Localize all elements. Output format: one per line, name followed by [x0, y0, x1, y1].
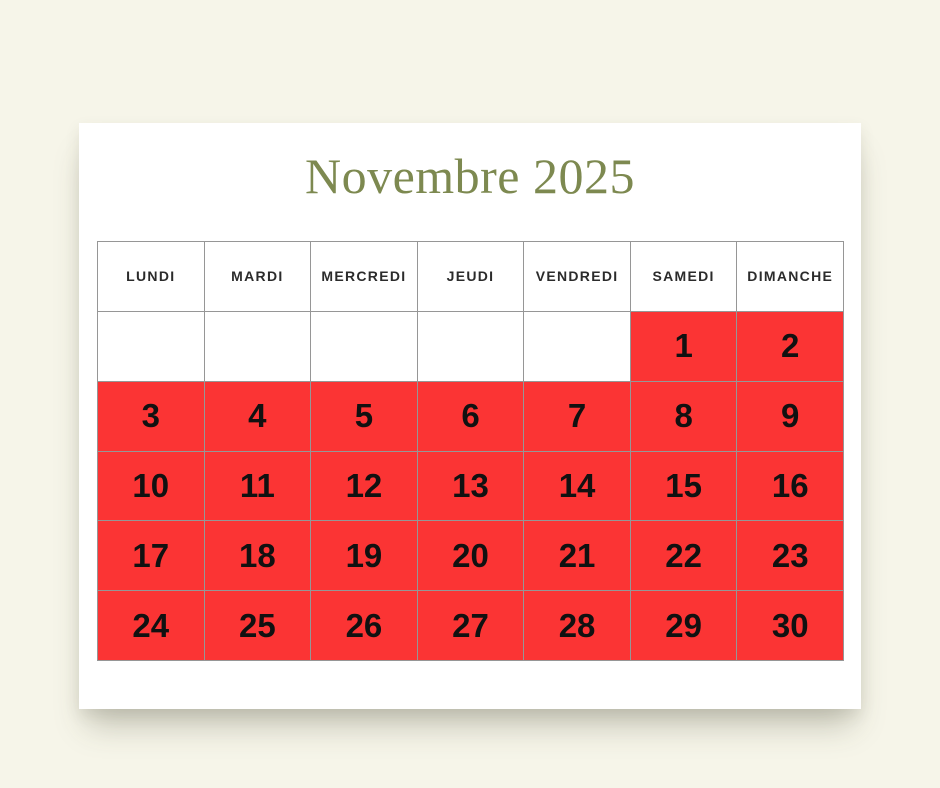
day-cell-7: 7 [524, 382, 630, 451]
day-cell-28: 28 [524, 591, 630, 660]
day-cell-2: 2 [737, 312, 843, 381]
day-cell-empty [98, 312, 204, 381]
day-cell-18: 18 [205, 521, 311, 590]
day-cell-23: 23 [737, 521, 843, 590]
day-cell-24: 24 [98, 591, 204, 660]
day-cell-11: 11 [205, 452, 311, 521]
day-cell-8: 8 [631, 382, 737, 451]
day-header-vendredi: VENDREDI [524, 242, 630, 311]
day-header-mardi: MARDI [205, 242, 311, 311]
calendar-card [79, 123, 861, 709]
calendar-grid [97, 241, 844, 661]
day-header-lundi: LUNDI [98, 242, 204, 311]
day-cell-14: 14 [524, 452, 630, 521]
day-cell-16: 16 [737, 452, 843, 521]
day-cell-1: 1 [631, 312, 737, 381]
day-cell-25: 25 [205, 591, 311, 660]
day-cell-20: 20 [418, 521, 524, 590]
day-cell-26: 26 [311, 591, 417, 660]
day-cell-13: 13 [418, 452, 524, 521]
day-cell-10: 10 [98, 452, 204, 521]
day-cell-empty [524, 312, 630, 381]
day-cell-empty [205, 312, 311, 381]
day-cell-12: 12 [311, 452, 417, 521]
day-cell-17: 17 [98, 521, 204, 590]
day-header-dimanche: DIMANCHE [737, 242, 843, 311]
day-cell-21: 21 [524, 521, 630, 590]
day-cell-empty [418, 312, 524, 381]
day-cell-15: 15 [631, 452, 737, 521]
day-cell-3: 3 [98, 382, 204, 451]
day-cell-4: 4 [205, 382, 311, 451]
day-cell-30: 30 [737, 591, 843, 660]
day-cell-9: 9 [737, 382, 843, 451]
day-cell-6: 6 [418, 382, 524, 451]
day-cell-empty [311, 312, 417, 381]
day-header-mercredi: MERCREDI [311, 242, 417, 311]
day-cell-5: 5 [311, 382, 417, 451]
day-cell-27: 27 [418, 591, 524, 660]
day-header-jeudi: JEUDI [418, 242, 524, 311]
day-cell-29: 29 [631, 591, 737, 660]
day-cell-22: 22 [631, 521, 737, 590]
day-cell-19: 19 [311, 521, 417, 590]
day-header-samedi: SAMEDI [631, 242, 737, 311]
calendar-title: Novembre 2025 [304, 148, 636, 204]
